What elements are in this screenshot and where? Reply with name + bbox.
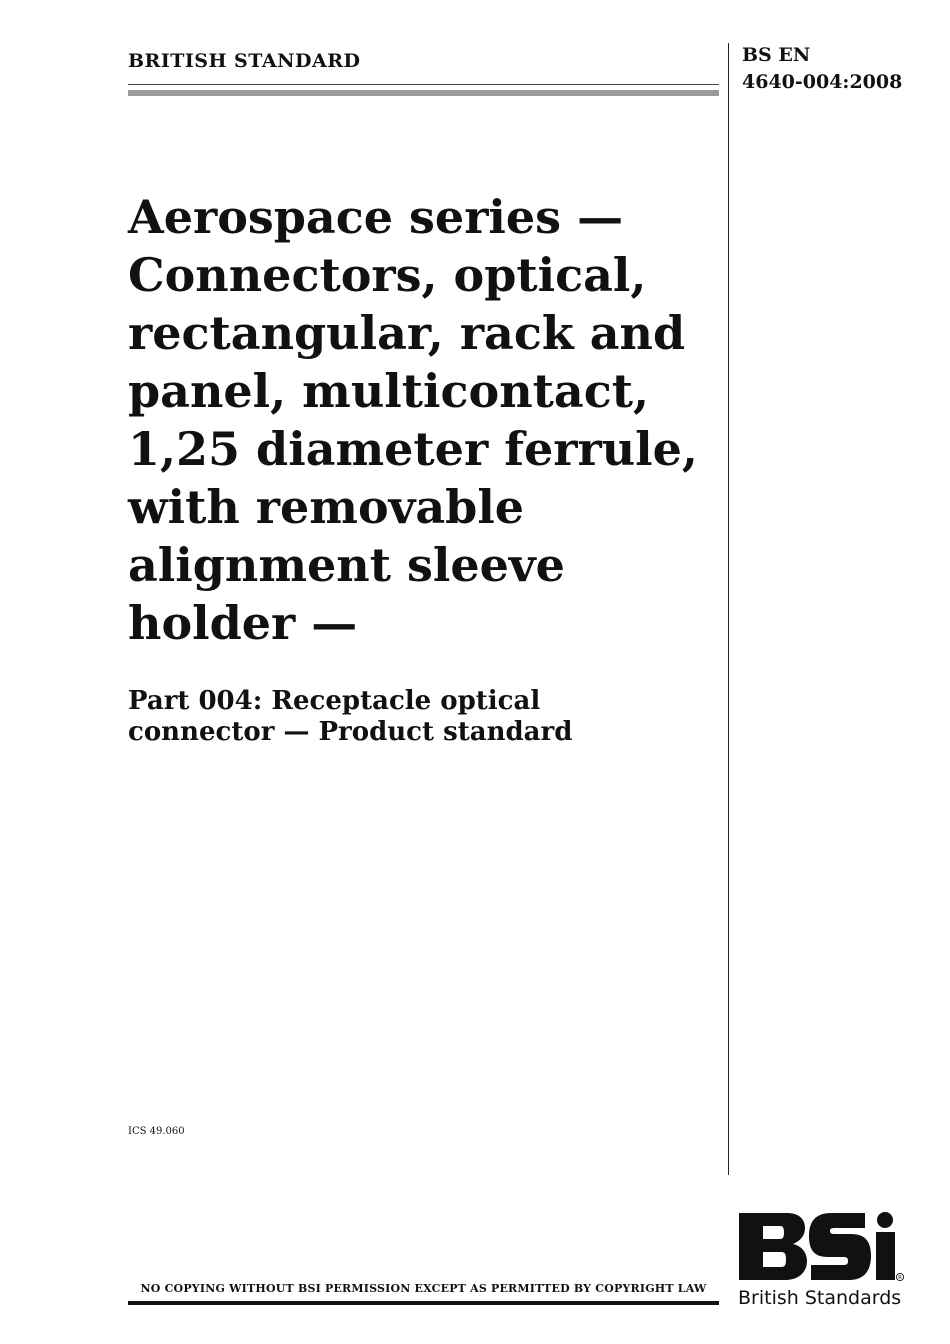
subtitle-line: Part 004: Receptacle optical	[128, 686, 541, 716]
title-line: 1,25 diameter ferrule,	[128, 422, 698, 476]
copyright-notice: NO COPYING WITHOUT BSI PERMISSION EXCEPT AS PERMITTED BY COPYRIGHT LAW	[140, 1282, 707, 1295]
document-subtitle	[128, 686, 718, 748]
standard-number-line2: 4640-004:2008	[742, 71, 903, 93]
standard-number	[742, 42, 902, 96]
bsi-logo-caption: British Standards	[738, 1287, 902, 1309]
title-line: rectangular, rack and	[128, 306, 686, 360]
title-line: holder —	[128, 596, 358, 650]
title-line: Connectors, optical,	[128, 248, 647, 302]
title-line: with removable	[128, 480, 525, 534]
footer-divider	[128, 1301, 719, 1305]
document-type-label: BRITISH STANDARD	[128, 50, 361, 72]
ics-code: ICS 49.060	[128, 1126, 185, 1137]
title-line: panel, multicontact,	[128, 364, 649, 418]
document-title	[128, 188, 718, 652]
title-line: alignment sleeve	[128, 538, 565, 592]
vertical-divider	[728, 43, 729, 1175]
bsi-logo-mark	[735, 1210, 905, 1282]
standard-number-line1: BS EN	[742, 44, 811, 66]
bsi-logo	[735, 1210, 905, 1310]
header-divider-thin	[128, 84, 719, 85]
header-divider-thick	[128, 90, 719, 96]
title-line: Aerospace series —	[128, 190, 624, 244]
svg-text:R: R	[898, 1274, 902, 1281]
subtitle-line: connector — Product standard	[128, 717, 573, 747]
